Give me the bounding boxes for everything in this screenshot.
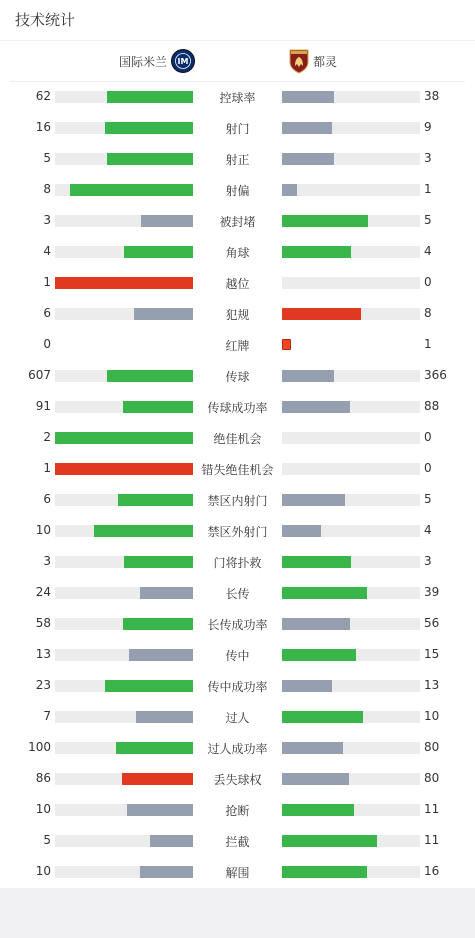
stat-label: 红牌 xyxy=(225,339,250,353)
away-team[interactable] xyxy=(288,48,337,74)
stat-row xyxy=(0,484,475,515)
stat-label: 错失绝佳机会 xyxy=(201,463,274,477)
away-stat-bar xyxy=(282,122,420,134)
stat-row xyxy=(0,422,475,453)
away-stat-bar-fill xyxy=(282,680,332,692)
away-stat-value: 11 xyxy=(424,802,440,816)
home-stat-bar xyxy=(55,711,193,723)
home-stat-bar-fill xyxy=(107,370,193,382)
away-stat-bar-fill xyxy=(282,153,334,165)
stat-row xyxy=(0,701,475,732)
home-stat-bar xyxy=(55,649,193,661)
home-stat-bar xyxy=(55,525,193,537)
home-stat-value: 2 xyxy=(43,430,51,444)
away-stat-value: 80 xyxy=(424,740,440,754)
home-stat-value: 6 xyxy=(43,306,51,320)
stat-row xyxy=(0,81,475,112)
away-stat-value: 13 xyxy=(424,678,440,692)
home-stat-bar xyxy=(55,680,193,692)
home-stat-value: 62 xyxy=(35,89,51,103)
away-stat-value: 1 xyxy=(424,337,432,351)
away-stat-value: 39 xyxy=(424,585,440,599)
away-stat-bar-fill xyxy=(282,649,356,661)
stat-row xyxy=(0,794,475,825)
stat-label: 被封堵 xyxy=(219,215,256,229)
home-stat-bar xyxy=(55,773,193,785)
home-stat-bar-fill xyxy=(129,649,193,661)
home-stat-value: 23 xyxy=(35,678,51,692)
away-stat-bar xyxy=(282,401,420,413)
away-stat-bar xyxy=(282,153,420,165)
away-stat-value: 5 xyxy=(424,492,432,506)
away-stat-bar xyxy=(282,866,420,878)
home-stat-value: 86 xyxy=(35,771,51,785)
home-stat-value: 3 xyxy=(43,554,51,568)
stat-row xyxy=(0,453,475,484)
home-stat-bar xyxy=(55,432,193,444)
away-stat-bar-fill xyxy=(282,122,332,134)
away-stat-bar-fill xyxy=(282,835,377,847)
away-stat-value: 0 xyxy=(424,461,432,475)
stat-label: 门将扑救 xyxy=(213,556,262,570)
stat-row xyxy=(0,360,475,391)
away-stat-bar xyxy=(282,649,420,661)
home-stat-value: 7 xyxy=(43,709,51,723)
home-stat-value: 607 xyxy=(28,368,51,382)
away-stat-bar xyxy=(282,184,420,196)
stat-label: 传中成功率 xyxy=(207,680,268,694)
stat-label: 过人成功率 xyxy=(207,742,268,756)
home-stat-bar xyxy=(55,277,193,289)
away-stat-bar xyxy=(282,308,420,320)
away-stat-value: 16 xyxy=(424,864,440,878)
away-stat-bar xyxy=(282,835,420,847)
home-stat-bar xyxy=(55,184,193,196)
away-stat-value: 10 xyxy=(424,709,440,723)
home-stat-bar-fill xyxy=(116,742,193,754)
stat-label: 传中 xyxy=(225,649,250,663)
home-stat-value: 10 xyxy=(35,523,51,537)
stat-label: 越位 xyxy=(225,277,250,291)
home-stat-bar-fill xyxy=(136,711,193,723)
away-stat-bar xyxy=(282,432,420,444)
stat-label: 射门 xyxy=(225,122,250,136)
home-stat-bar xyxy=(55,370,193,382)
away-stat-bar xyxy=(282,680,420,692)
home-stat-bar xyxy=(55,618,193,630)
home-stat-bar xyxy=(55,463,193,475)
away-stat-value: 4 xyxy=(424,244,432,258)
stat-row xyxy=(0,298,475,329)
away-stat-bar-fill xyxy=(282,773,349,785)
stat-label: 抢断 xyxy=(225,804,250,818)
home-stat-bar-fill xyxy=(107,91,193,103)
away-stat-bar xyxy=(282,246,420,258)
home-stat-bar-fill xyxy=(140,587,193,599)
stat-label: 过人 xyxy=(225,711,250,725)
away-stat-bar xyxy=(282,277,420,289)
away-stat-bar-fill xyxy=(282,742,343,754)
stat-label: 丢失球权 xyxy=(213,773,262,787)
home-stat-bar-fill xyxy=(122,773,193,785)
stat-label: 传球 xyxy=(225,370,250,384)
stat-label: 拦截 xyxy=(225,835,250,849)
away-stat-bar xyxy=(282,463,420,475)
home-stat-value: 5 xyxy=(43,151,51,165)
stat-row xyxy=(0,143,475,174)
home-stat-bar-fill xyxy=(123,401,193,413)
away-stat-bar xyxy=(282,742,420,754)
home-stat-bar-fill xyxy=(107,153,193,165)
away-stat-value: 0 xyxy=(424,275,432,289)
home-stat-value: 100 xyxy=(28,740,51,754)
home-stat-bar xyxy=(55,866,193,878)
home-stat-bar-fill xyxy=(118,494,193,506)
stat-row xyxy=(0,732,475,763)
home-stat-bar-fill xyxy=(105,122,193,134)
away-stat-value: 0 xyxy=(424,430,432,444)
home-stat-bar-fill xyxy=(94,525,193,537)
away-stat-bar xyxy=(282,525,420,537)
away-stat-value: 366 xyxy=(424,368,447,382)
away-stat-bar-fill xyxy=(282,804,354,816)
home-stat-bar xyxy=(55,587,193,599)
away-stat-bar-fill xyxy=(282,494,345,506)
away-stat-value: 9 xyxy=(424,120,432,134)
stat-row xyxy=(0,608,475,639)
away-team-name: 都灵 xyxy=(313,54,338,69)
stat-row xyxy=(0,205,475,236)
home-stat-bar-fill xyxy=(141,215,193,227)
home-stat-bar-fill xyxy=(124,246,193,258)
away-stat-value: 80 xyxy=(424,771,440,785)
home-stat-value: 13 xyxy=(35,647,51,661)
home-stat-bar xyxy=(55,122,193,134)
away-stat-bar xyxy=(282,618,420,630)
stat-label: 射正 xyxy=(225,153,250,167)
away-stat-value: 11 xyxy=(424,833,440,847)
stat-label: 传球成功率 xyxy=(207,401,268,415)
stat-label: 长传 xyxy=(225,587,250,601)
section-title: 技术统计 xyxy=(0,0,475,41)
away-stat-bar-fill xyxy=(282,525,321,537)
away-stat-bar-fill xyxy=(282,587,367,599)
away-stat-bar-fill xyxy=(282,866,367,878)
away-stat-bar-fill xyxy=(282,556,351,568)
home-stat-bar xyxy=(55,742,193,754)
home-stat-bar-fill xyxy=(70,184,193,196)
away-stat-bar-fill xyxy=(282,91,334,103)
away-stat-value: 15 xyxy=(424,647,440,661)
stats-list xyxy=(0,81,475,887)
stat-row xyxy=(0,856,475,887)
away-stat-bar xyxy=(282,804,420,816)
stat-row xyxy=(0,112,475,143)
stat-row xyxy=(0,825,475,856)
stat-row xyxy=(0,639,475,670)
stat-row xyxy=(0,763,475,794)
home-stat-bar xyxy=(55,153,193,165)
red-card-icon xyxy=(282,339,291,350)
home-stat-value: 16 xyxy=(35,120,51,134)
home-stat-value: 0 xyxy=(43,337,51,351)
teams-header xyxy=(10,41,465,82)
stat-row xyxy=(0,670,475,701)
stat-row xyxy=(0,329,475,360)
home-stat-value: 4 xyxy=(43,244,51,258)
away-stat-value: 38 xyxy=(424,89,440,103)
inter-milan-logo-icon xyxy=(171,49,195,73)
stat-label: 禁区外射门 xyxy=(207,525,268,539)
away-stat-bar-fill xyxy=(282,618,350,630)
stat-label: 解围 xyxy=(225,866,250,880)
stat-label: 绝佳机会 xyxy=(213,432,262,446)
home-stat-bar xyxy=(55,494,193,506)
home-stat-value: 1 xyxy=(43,461,51,475)
home-stat-bar xyxy=(55,804,193,816)
home-stat-bar xyxy=(55,556,193,568)
home-stat-bar xyxy=(55,401,193,413)
page-footer xyxy=(0,888,475,938)
away-stat-bar-fill xyxy=(282,184,297,196)
home-stat-bar-fill xyxy=(140,866,193,878)
away-stat-bar-fill xyxy=(282,401,350,413)
stat-row xyxy=(0,174,475,205)
home-team[interactable] xyxy=(119,49,195,73)
stat-label: 角球 xyxy=(225,246,250,260)
away-stat-bar-fill xyxy=(282,370,334,382)
home-stat-value: 1 xyxy=(43,275,51,289)
stat-row xyxy=(0,546,475,577)
away-stat-value: 5 xyxy=(424,213,432,227)
home-stat-bar xyxy=(55,91,193,103)
away-stat-bar xyxy=(282,711,420,723)
home-stat-bar-fill xyxy=(123,618,193,630)
away-stat-bar xyxy=(282,494,420,506)
away-stat-bar-fill xyxy=(282,215,368,227)
away-stat-value: 3 xyxy=(424,151,432,165)
home-stat-bar-fill xyxy=(150,835,193,847)
home-stat-bar-fill xyxy=(124,556,193,568)
away-stat-value: 1 xyxy=(424,182,432,196)
home-stat-bar xyxy=(55,308,193,320)
stat-label: 禁区内射门 xyxy=(207,494,268,508)
home-stat-bar-fill xyxy=(134,308,193,320)
home-stat-bar-fill xyxy=(55,463,193,475)
home-stat-value: 91 xyxy=(35,399,51,413)
home-stat-value: 10 xyxy=(35,864,51,878)
svg-text:IM: IM xyxy=(177,57,189,66)
home-stat-value: 58 xyxy=(35,616,51,630)
home-stat-bar-fill xyxy=(55,432,193,444)
away-stat-value: 8 xyxy=(424,306,432,320)
home-stat-value: 3 xyxy=(43,213,51,227)
home-stat-value: 5 xyxy=(43,833,51,847)
home-stat-bar-fill xyxy=(105,680,193,692)
home-stat-value: 6 xyxy=(43,492,51,506)
home-stat-bar xyxy=(55,215,193,227)
home-team-name: 国际米兰 xyxy=(118,54,167,69)
home-stat-value: 10 xyxy=(35,802,51,816)
stat-label: 长传成功率 xyxy=(207,618,268,632)
away-stat-bar xyxy=(282,556,420,568)
stat-label: 犯规 xyxy=(225,308,250,322)
stat-row xyxy=(0,267,475,298)
away-stat-bar xyxy=(282,773,420,785)
away-stat-bar xyxy=(282,370,420,382)
away-stat-bar xyxy=(282,587,420,599)
stat-row xyxy=(0,577,475,608)
stat-row xyxy=(0,515,475,546)
home-stat-value: 24 xyxy=(35,585,51,599)
away-stat-value: 56 xyxy=(424,616,440,630)
stat-label: 控球率 xyxy=(219,91,256,105)
home-stat-bar xyxy=(55,246,193,258)
stat-label: 射偏 xyxy=(225,184,250,198)
home-stat-bar-fill xyxy=(127,804,193,816)
home-stat-bar-fill xyxy=(55,277,193,289)
away-stat-value: 4 xyxy=(424,523,432,537)
away-stat-bar-fill xyxy=(282,246,351,258)
stat-row xyxy=(0,391,475,422)
away-stat-bar-fill xyxy=(282,711,363,723)
away-stat-value: 88 xyxy=(424,399,440,413)
away-stat-value: 3 xyxy=(424,554,432,568)
home-stat-value: 8 xyxy=(43,182,51,196)
torino-logo-icon xyxy=(288,48,310,74)
away-stat-bar xyxy=(282,91,420,103)
home-stat-bar xyxy=(55,835,193,847)
away-stat-bar xyxy=(282,215,420,227)
stat-row xyxy=(0,236,475,267)
away-stat-bar-fill xyxy=(282,308,361,320)
